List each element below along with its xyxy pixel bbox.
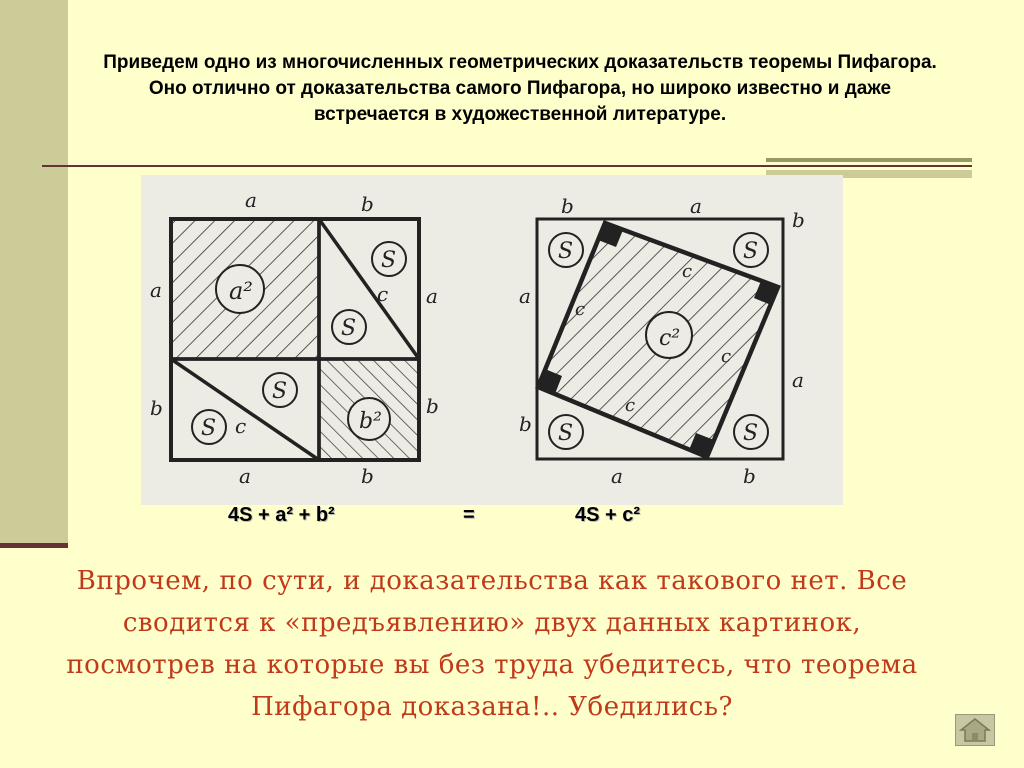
label-c: c (721, 346, 732, 367)
label-c: c (575, 299, 586, 320)
label-S: S (743, 421, 759, 446)
label-a: a (792, 368, 804, 392)
slide-body-text: Впрочем, по сути, и доказательства как такового нет. Все сводится к «предъявлению» двух данных картинок, посмотрев на которые вы без труда убедитесь, что теорема Пифагора доказана!.. Убедились? (66, 566, 918, 722)
label-S: S (558, 421, 574, 446)
label-a: a (426, 284, 438, 308)
label-a: a (150, 278, 162, 302)
label-b-square: b² (359, 409, 382, 434)
label-S: S (558, 239, 574, 264)
proof-diagram (141, 175, 843, 505)
label-b: b (561, 194, 574, 218)
label-a: a (519, 284, 531, 308)
title-divider (42, 165, 972, 167)
label-b: b (361, 192, 374, 216)
label-c: c (625, 395, 636, 416)
label-S: S (201, 416, 217, 441)
label-c-square: c² (659, 326, 681, 351)
label-b: b (792, 208, 805, 232)
label-b: b (426, 394, 439, 418)
label-a: a (690, 194, 702, 218)
label-a: a (611, 464, 623, 488)
slide-title: Приведем одно из многочисленных геометрических доказательств теоремы Пифагора. Оно отлично от доказательства самого Пифагора, но широко известно и даже встречается в художественной литературе. (103, 52, 937, 125)
label-b: b (519, 412, 532, 436)
label-S: S (743, 239, 759, 264)
left-decor-band (0, 0, 68, 548)
equation-equals: = (463, 504, 475, 526)
label-b: b (361, 464, 374, 488)
left-decor-line (0, 543, 68, 548)
proof-figure (141, 175, 843, 505)
equation-right: 4S + c² (575, 504, 641, 526)
label-c: c (377, 282, 389, 306)
label-S: S (381, 248, 397, 273)
equation-left: 4S + a² + b² (228, 504, 335, 526)
label-c: c (682, 261, 693, 282)
label-S: S (341, 316, 357, 341)
divider-accent-top (766, 158, 972, 162)
label-b: b (150, 396, 163, 420)
label-a-square: a² (229, 277, 253, 305)
label-a: a (245, 188, 257, 212)
label-S: S (272, 379, 288, 404)
label-a: a (239, 464, 251, 488)
home-nav-button[interactable] (955, 714, 995, 746)
home-icon (956, 715, 994, 745)
right-square-figure (519, 194, 805, 488)
label-c: c (235, 414, 247, 438)
left-square-figure (150, 188, 439, 488)
label-b: b (743, 464, 756, 488)
